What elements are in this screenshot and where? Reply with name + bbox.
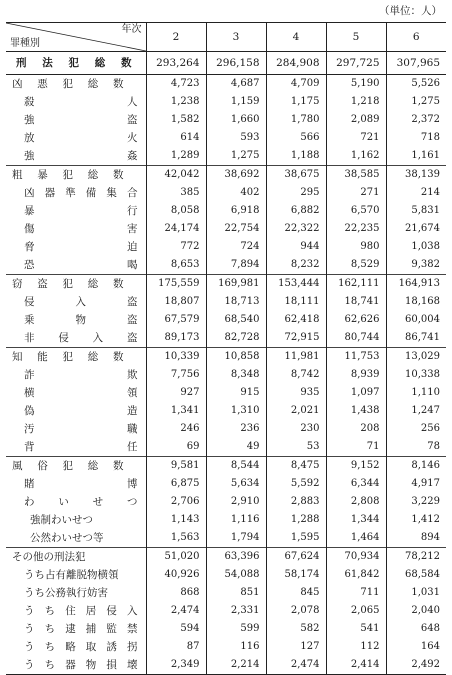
cell-value: 1,218	[326, 93, 386, 111]
cell-value: 6,918	[206, 202, 266, 220]
cell-value: 1,097	[326, 384, 386, 402]
row-label-text: 刑 法 犯 総 数	[16, 57, 132, 69]
cell-value: 8,544	[206, 457, 266, 476]
cell-value: 2,883	[266, 493, 326, 511]
cell-value: 1,289	[146, 147, 206, 166]
cell-value: 2,331	[206, 602, 266, 620]
cell-value: 2,492	[386, 656, 446, 675]
cell-value: 67,579	[146, 311, 206, 329]
crime-statistics-table	[6, 22, 446, 675]
table-row	[6, 311, 446, 329]
row-label	[6, 184, 146, 202]
cell-value: 718	[386, 129, 446, 147]
table-row	[6, 256, 446, 275]
cell-value: 8,058	[146, 202, 206, 220]
table-row	[6, 147, 446, 166]
cell-value: 1,438	[326, 402, 386, 420]
cell-value: 2,040	[386, 602, 446, 620]
cell-value: 169,981	[206, 275, 266, 294]
cell-value: 1,794	[206, 529, 266, 548]
cell-value: 69	[146, 438, 206, 457]
cell-value: 208	[326, 420, 386, 438]
row-label	[6, 493, 146, 511]
row-label	[6, 129, 146, 147]
cell-value: 8,653	[146, 256, 206, 275]
cell-value: 86,741	[386, 329, 446, 348]
row-label	[6, 656, 146, 675]
table-row	[6, 656, 446, 675]
row-label-text: その他の刑法犯	[12, 551, 86, 563]
cell-value: 295	[266, 184, 326, 202]
category-total-row	[6, 275, 446, 294]
row-label	[6, 548, 146, 567]
cell-value: 13,029	[386, 348, 446, 367]
cell-value: 593	[206, 129, 266, 147]
row-label-text: 傷 害	[24, 223, 138, 235]
row-label-text: 凶 器 準 備 集 合	[24, 187, 138, 199]
cell-value: 6,570	[326, 202, 386, 220]
cell-value: 62,626	[326, 311, 386, 329]
cell-value: 82,728	[206, 329, 266, 348]
table-row	[6, 493, 446, 511]
row-label	[6, 402, 146, 420]
row-label-text: 詐 欺	[24, 369, 138, 381]
cell-value: 116	[206, 638, 266, 656]
row-label	[6, 566, 146, 584]
table-body	[6, 52, 446, 675]
cell-value: 8,232	[266, 256, 326, 275]
row-label	[6, 438, 146, 457]
year-header: 3	[206, 23, 266, 52]
table-row	[6, 329, 446, 348]
row-label	[6, 52, 146, 75]
cell-value: 18,741	[326, 293, 386, 311]
corner-label-crime-type: 罪種別	[10, 38, 40, 49]
cell-value: 21,674	[386, 220, 446, 238]
row-label	[6, 238, 146, 256]
row-label-text: 背 任	[24, 441, 138, 453]
row-label	[6, 75, 146, 94]
cell-value: 9,382	[386, 256, 446, 275]
unit-note: （単位：人）	[379, 5, 442, 17]
cell-value: 271	[326, 184, 386, 202]
cell-value: 2,214	[206, 656, 266, 675]
cell-value: 214	[386, 184, 446, 202]
cell-value: 8,742	[266, 366, 326, 384]
cell-value: 2,910	[206, 493, 266, 511]
table-row	[6, 584, 446, 602]
cell-value: 1,162	[326, 147, 386, 166]
table-row	[6, 529, 446, 548]
year-header: 6	[386, 23, 446, 52]
table-row	[6, 438, 446, 457]
cell-value: 256	[386, 420, 446, 438]
table-row	[6, 293, 446, 311]
cell-value: 1,031	[386, 584, 446, 602]
row-label	[6, 147, 146, 166]
cell-value: 70,934	[326, 548, 386, 567]
cell-value: 67,624	[266, 548, 326, 567]
cell-value: 1,116	[206, 511, 266, 529]
cell-value: 1,175	[266, 93, 326, 111]
cell-value: 8,146	[386, 457, 446, 476]
row-label	[6, 329, 146, 348]
cell-value: 164	[386, 638, 446, 656]
cell-value: 8,348	[206, 366, 266, 384]
row-label-text: 公然わいせつ等	[30, 532, 104, 544]
category-total-row	[6, 348, 446, 367]
row-label	[6, 256, 146, 275]
row-label	[6, 420, 146, 438]
row-label	[6, 311, 146, 329]
cell-value: 894	[386, 529, 446, 548]
cell-value: 22,235	[326, 220, 386, 238]
row-label	[6, 293, 146, 311]
header-row	[6, 23, 446, 52]
cell-value: 10,339	[146, 348, 206, 367]
table-row	[6, 184, 446, 202]
cell-value: 594	[146, 620, 206, 638]
cell-value: 927	[146, 384, 206, 402]
cell-value: 18,168	[386, 293, 446, 311]
cell-value: 230	[266, 420, 326, 438]
cell-value: 38,692	[206, 166, 266, 185]
cell-value: 18,713	[206, 293, 266, 311]
table-row	[6, 111, 446, 129]
cell-value: 1,275	[206, 147, 266, 166]
cell-value: 18,111	[266, 293, 326, 311]
cell-value: 935	[266, 384, 326, 402]
cell-value: 724	[206, 238, 266, 256]
cell-value: 1,582	[146, 111, 206, 129]
cell-value: 5,190	[326, 75, 386, 94]
cell-value: 11,981	[266, 348, 326, 367]
cell-value: 87	[146, 638, 206, 656]
cell-value: 5,831	[386, 202, 446, 220]
cell-value: 1,247	[386, 402, 446, 420]
cell-value: 60,004	[386, 311, 446, 329]
row-label	[6, 384, 146, 402]
row-label-text: 侵 入 盗	[24, 296, 138, 308]
cell-value: 296,158	[206, 52, 266, 75]
cell-value: 4,917	[386, 475, 446, 493]
row-label-text: わ い せ つ	[24, 496, 138, 508]
category-total-row	[6, 166, 446, 185]
row-label-text: 強制わいせつ	[30, 514, 93, 526]
cell-value: 1,660	[206, 111, 266, 129]
cell-value: 1,288	[266, 511, 326, 529]
row-label-text: う ち 略 取 誘 拐	[24, 641, 138, 653]
row-label	[6, 275, 146, 294]
cell-value: 1,143	[146, 511, 206, 529]
category-total-row	[6, 75, 446, 94]
cell-value: 648	[386, 620, 446, 638]
cell-value: 2,474	[266, 656, 326, 675]
cell-value: 1,563	[146, 529, 206, 548]
cell-value: 915	[206, 384, 266, 402]
row-label-text: うち占有離脱物横領	[24, 569, 119, 581]
cell-value: 153,444	[266, 275, 326, 294]
cell-value: 2,089	[326, 111, 386, 129]
table-row	[6, 602, 446, 620]
cell-value: 9,152	[326, 457, 386, 476]
cell-value: 1,161	[386, 147, 446, 166]
cell-value: 72,915	[266, 329, 326, 348]
row-label	[6, 166, 146, 185]
cell-value: 8,529	[326, 256, 386, 275]
cell-value: 127	[266, 638, 326, 656]
cell-value: 5,592	[266, 475, 326, 493]
corner-label-year: 年次	[121, 24, 142, 35]
cell-value: 112	[326, 638, 386, 656]
cell-value: 2,808	[326, 493, 386, 511]
row-label-text: 知 能 犯 総 数	[12, 351, 124, 363]
table-row	[6, 93, 446, 111]
cell-value: 2,078	[266, 602, 326, 620]
cell-value: 5,526	[386, 75, 446, 94]
cell-value: 3,229	[386, 493, 446, 511]
cell-value: 80,744	[326, 329, 386, 348]
cell-value: 1,344	[326, 511, 386, 529]
cell-value: 721	[326, 129, 386, 147]
row-label-text: 強 姦	[24, 150, 138, 162]
row-label-text: 賭 博	[24, 478, 138, 490]
cell-value: 284,908	[266, 52, 326, 75]
cell-value: 5,634	[206, 475, 266, 493]
row-label	[6, 366, 146, 384]
cell-value: 1,595	[266, 529, 326, 548]
cell-value: 58,174	[266, 566, 326, 584]
cell-value: 1,310	[206, 402, 266, 420]
cell-value: 6,344	[326, 475, 386, 493]
row-label-text: 脅 迫	[24, 241, 138, 253]
cell-value: 2,372	[386, 111, 446, 129]
table-row	[6, 638, 446, 656]
row-label-text: 暴 行	[24, 205, 138, 217]
row-label-text: 汚 職	[24, 423, 138, 435]
table-row	[6, 511, 446, 529]
cell-value: 24,174	[146, 220, 206, 238]
table-row	[6, 129, 446, 147]
cell-value: 246	[146, 420, 206, 438]
cell-value: 7,894	[206, 256, 266, 275]
cell-value: 162,111	[326, 275, 386, 294]
cell-value: 402	[206, 184, 266, 202]
cell-value: 1,238	[146, 93, 206, 111]
row-label	[6, 511, 146, 529]
cell-value: 1,038	[386, 238, 446, 256]
cell-value: 1,159	[206, 93, 266, 111]
cell-value: 4,709	[266, 75, 326, 94]
cell-value: 599	[206, 620, 266, 638]
cell-value: 1,188	[266, 147, 326, 166]
cell-value: 53	[266, 438, 326, 457]
row-label	[6, 93, 146, 111]
row-label-text: う ち 住 居 侵 入	[24, 605, 138, 617]
row-label-text: 強 盗	[24, 114, 138, 126]
cell-value: 2,349	[146, 656, 206, 675]
cell-value: 868	[146, 584, 206, 602]
cell-value: 42,042	[146, 166, 206, 185]
row-label	[6, 584, 146, 602]
cell-value: 1,412	[386, 511, 446, 529]
cell-value: 4,687	[206, 75, 266, 94]
row-label	[6, 620, 146, 638]
cell-value: 22,322	[266, 220, 326, 238]
cell-value: 2,021	[266, 402, 326, 420]
cell-value: 236	[206, 420, 266, 438]
row-label-text: 凶 悪 犯 総 数	[12, 78, 124, 90]
cell-value: 1,780	[266, 111, 326, 129]
row-label-text: 窃 盗 犯 総 数	[12, 278, 124, 290]
row-label	[6, 529, 146, 548]
row-label-text: 乗 物 盗	[24, 314, 138, 326]
cell-value: 541	[326, 620, 386, 638]
year-header: 5	[326, 23, 386, 52]
row-label	[6, 457, 146, 476]
cell-value: 2,474	[146, 602, 206, 620]
cell-value: 293,264	[146, 52, 206, 75]
table-row	[6, 202, 446, 220]
cell-value: 8,939	[326, 366, 386, 384]
cell-value: 8,475	[266, 457, 326, 476]
row-label	[6, 220, 146, 238]
table-row	[6, 366, 446, 384]
cell-value: 2,706	[146, 493, 206, 511]
cell-value: 2,065	[326, 602, 386, 620]
row-label-text: う ち 器 物 損 壊	[24, 659, 138, 671]
table-row	[6, 475, 446, 493]
cell-value: 297,725	[326, 52, 386, 75]
row-label-text: うち公務執行妨害	[24, 587, 108, 599]
cell-value: 22,754	[206, 220, 266, 238]
cell-value: 18,807	[146, 293, 206, 311]
cell-value: 6,882	[266, 202, 326, 220]
cell-value: 78,212	[386, 548, 446, 567]
row-label	[6, 475, 146, 493]
row-label-text: 殺 人	[24, 96, 138, 108]
cell-value: 9,581	[146, 457, 206, 476]
category-total-row	[6, 457, 446, 476]
cell-value: 68,540	[206, 311, 266, 329]
cell-value: 7,756	[146, 366, 206, 384]
cell-value: 851	[206, 584, 266, 602]
table-row	[6, 384, 446, 402]
cell-value: 1,464	[326, 529, 386, 548]
cell-value: 772	[146, 238, 206, 256]
row-label	[6, 348, 146, 367]
cell-value: 62,418	[266, 311, 326, 329]
cell-value: 980	[326, 238, 386, 256]
cell-value: 78	[386, 438, 446, 457]
cell-value: 944	[266, 238, 326, 256]
cell-value: 71	[326, 438, 386, 457]
cell-value: 2,414	[326, 656, 386, 675]
row-label-text: 放 火	[24, 132, 138, 144]
cell-value: 10,858	[206, 348, 266, 367]
row-label-text: 偽 造	[24, 405, 138, 417]
row-label-text: 恐 喝	[24, 259, 138, 271]
row-label	[6, 202, 146, 220]
table-row	[6, 420, 446, 438]
year-header: 4	[266, 23, 326, 52]
row-label-text: う ち 逮 捕 監 禁	[24, 623, 138, 635]
cell-value: 711	[326, 584, 386, 602]
cell-value: 10,338	[386, 366, 446, 384]
table-row	[6, 402, 446, 420]
year-header: 2	[146, 23, 206, 52]
cell-value: 40,926	[146, 566, 206, 584]
table-row	[6, 566, 446, 584]
row-label-text: 風 俗 犯 総 数	[12, 460, 124, 472]
cell-value: 6,875	[146, 475, 206, 493]
cell-value: 49	[206, 438, 266, 457]
row-label-text: 非 侵 入 盗	[24, 332, 138, 344]
cell-value: 38,139	[386, 166, 446, 185]
cell-value: 1,110	[386, 384, 446, 402]
cell-value: 4,723	[146, 75, 206, 94]
total-row	[6, 52, 446, 75]
cell-value: 1,275	[386, 93, 446, 111]
cell-value: 175,559	[146, 275, 206, 294]
cell-value: 385	[146, 184, 206, 202]
cell-value: 54,088	[206, 566, 266, 584]
corner-header	[6, 23, 146, 52]
cell-value: 61,842	[326, 566, 386, 584]
cell-value: 164,913	[386, 275, 446, 294]
cell-value: 614	[146, 129, 206, 147]
row-label-text: 横 領	[24, 387, 138, 399]
row-label	[6, 602, 146, 620]
cell-value: 566	[266, 129, 326, 147]
cell-value: 845	[266, 584, 326, 602]
cell-value: 1,341	[146, 402, 206, 420]
table-row	[6, 238, 446, 256]
cell-value: 11,753	[326, 348, 386, 367]
row-label	[6, 638, 146, 656]
row-label	[6, 111, 146, 129]
table-row	[6, 620, 446, 638]
cell-value: 582	[266, 620, 326, 638]
row-label-text: 粗 暴 犯 総 数	[12, 169, 124, 181]
cell-value: 51,020	[146, 548, 206, 567]
table-row	[6, 220, 446, 238]
category-total-row	[6, 548, 446, 567]
cell-value: 68,584	[386, 566, 446, 584]
cell-value: 38,585	[326, 166, 386, 185]
cell-value: 89,173	[146, 329, 206, 348]
cell-value: 307,965	[386, 52, 446, 75]
cell-value: 38,675	[266, 166, 326, 185]
cell-value: 63,396	[206, 548, 266, 567]
